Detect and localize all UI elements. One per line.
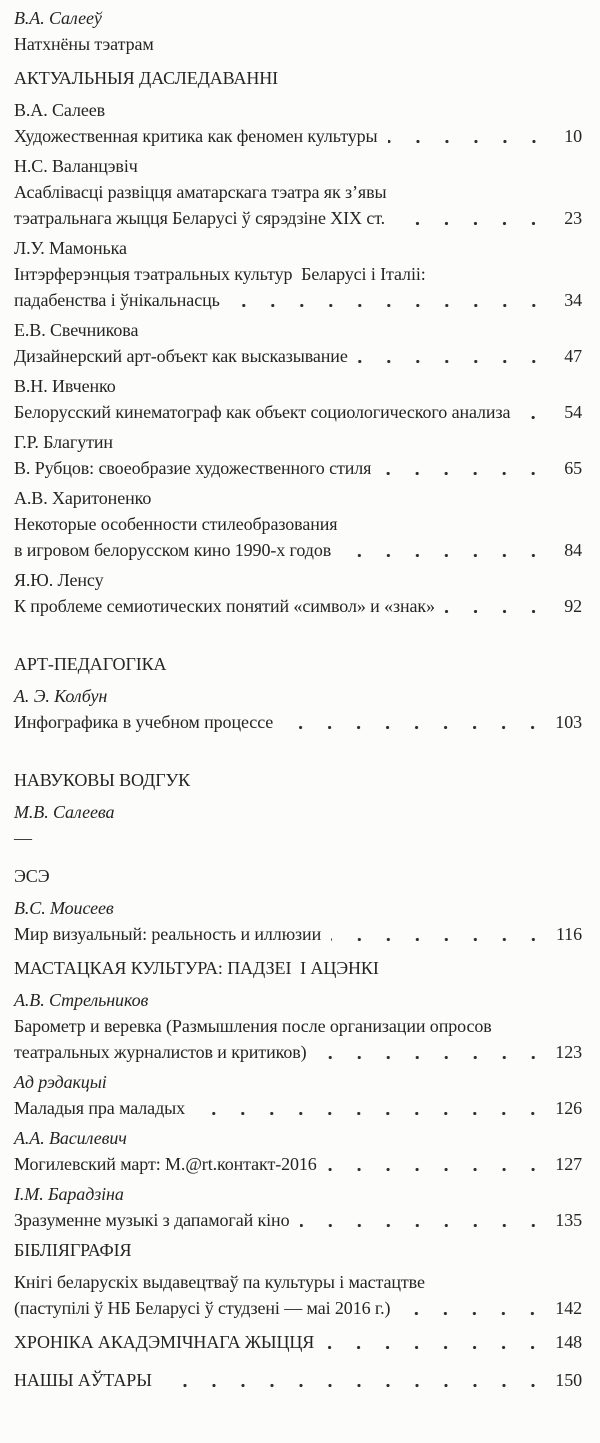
author-name: В.А. Салееў	[14, 8, 102, 28]
title-line: Дизайнерский арт-объект как высказывание	[14, 346, 348, 366]
page-number: 127	[555, 1154, 582, 1174]
title-row	[14, 123, 582, 149]
author-name: Н.С. Валанцэвіч	[14, 156, 138, 176]
dot-leader	[381, 471, 548, 476]
section-heading-text: АКТУАЛЬНЫЯ ДАСЛЕДАВАННІ	[14, 68, 279, 88]
dot-leader	[300, 1223, 548, 1228]
title-line: Зразуменне музыкі з дапамогай кіно	[14, 1210, 290, 1230]
page-number: 126	[555, 1098, 582, 1118]
toc-entry	[14, 683, 582, 735]
section-heading	[14, 1329, 582, 1355]
author-name: В.А. Салеев	[14, 100, 106, 120]
page-number: 150	[555, 1370, 582, 1390]
author-name: Ад рэдакцыі	[14, 1072, 107, 1092]
page-number: 34	[564, 290, 582, 310]
toc-entry	[14, 429, 582, 481]
author-name: Г.Р. Благутин	[14, 432, 113, 452]
title-line: В. Рубцов: своеобразие художественного стиля	[14, 458, 372, 478]
title-row	[14, 1207, 582, 1233]
section-heading	[14, 1237, 582, 1263]
section-heading-text: НАВУКОВЫ ВОДГУК	[14, 770, 191, 790]
title-line: Некоторые особенности стилеобразования	[14, 514, 338, 534]
dot-leader	[331, 937, 548, 942]
toc-entry	[14, 317, 582, 369]
section-heading-text: ХРОНІКА АКАДЭМІЧНАГА ЖЫЦЦЯ	[14, 1332, 315, 1352]
title-line: (паступілі ў НБ Беларусі ў студзені — маі 2016 г.)	[14, 1298, 391, 1318]
toc-entry	[14, 1125, 582, 1177]
dot-leader	[317, 1055, 548, 1060]
dot-leader	[445, 609, 548, 614]
author-name: А.В. Стрельников	[14, 990, 149, 1010]
toc-entry	[14, 153, 582, 231]
title-row	[14, 205, 582, 231]
toc-entry	[14, 235, 582, 313]
title-row	[14, 1295, 582, 1321]
author-name: А.А. Василевич	[14, 1128, 127, 1148]
title-line: Инфографика в учебном процессе	[14, 712, 274, 732]
page-number: 54	[564, 402, 582, 422]
page-number: 92	[564, 596, 582, 616]
page-number: 135	[555, 1210, 582, 1230]
title-row	[14, 455, 582, 481]
author-name: І.М. Барадзіна	[14, 1184, 124, 1204]
toc-entry	[14, 567, 582, 619]
toc-entry	[14, 373, 582, 425]
page-number: 47	[564, 346, 582, 366]
author-name: М.В. Салеева	[14, 802, 115, 822]
toc-entry	[14, 895, 582, 947]
title-line: Барометр и веревка (Размышления после организации опросов	[14, 1016, 492, 1036]
title-line: Белорусский кинематограф как объект социологического анализа	[14, 402, 511, 422]
section-heading-text: ЭСЭ	[14, 866, 50, 886]
page-number: 148	[555, 1332, 582, 1352]
dot-leader	[283, 725, 547, 730]
section-heading	[14, 651, 582, 677]
section-heading	[14, 955, 582, 981]
title-line: К проблеме семиотических понятий «символ» и «знак»	[14, 596, 435, 616]
section-heading	[14, 767, 582, 793]
dot-leader	[327, 1167, 548, 1172]
dot-leader	[388, 139, 548, 144]
dot-leader	[395, 221, 548, 226]
title-row	[14, 1039, 582, 1065]
section-heading-text: МАСТАЦКАЯ КУЛЬТУРА: ПАДЗЕІ І АЦЭНКІ	[14, 958, 379, 978]
author-name: В.С. Моисеев	[14, 898, 114, 918]
toc-entry	[14, 485, 582, 563]
toc-entry	[14, 1069, 582, 1121]
title-line: тэатральнага жыцця Беларусі ў сярэдзіне XIX ст.	[14, 208, 386, 228]
title-line: падабенства і ўнікальнасць	[14, 290, 220, 310]
title-row	[14, 287, 582, 313]
title-line: театральных журналистов и критиков)	[14, 1042, 307, 1062]
author-name: А.В. Харитоненко	[14, 488, 152, 508]
title-row	[14, 1151, 582, 1177]
dot-leader	[230, 303, 548, 308]
toc-entry	[14, 97, 582, 149]
section-heading-text: БІБЛІЯГРАФІЯ	[14, 1240, 132, 1260]
page-number: 103	[555, 712, 582, 732]
author-name: Е.В. Свечникова	[14, 320, 139, 340]
title-row	[14, 921, 582, 947]
page-number: 84	[564, 540, 582, 560]
dot-leader	[324, 1345, 547, 1350]
title-line: Мир визуальный: реальность и иллюзии	[14, 924, 322, 944]
page-number: 116	[555, 924, 582, 944]
toc-entry	[14, 5, 582, 57]
author-name: Я.Ю. Ленсу	[14, 570, 104, 590]
dot-leader	[341, 553, 548, 558]
title-row	[14, 709, 582, 735]
title-row	[14, 537, 582, 563]
title-line: Могилевский март: М.@rt.контакт-2016	[14, 1154, 317, 1174]
section-heading	[14, 1367, 582, 1393]
page-number: 10	[564, 126, 582, 146]
author-name: Л.У. Мамонька	[14, 238, 127, 258]
toc-entry	[14, 799, 582, 851]
title-row	[14, 593, 582, 619]
title-line: в игровом белорусском кино 1990-х годов	[14, 540, 332, 560]
page-number: 65	[564, 458, 582, 478]
title-line: Кнігі беларускіх выдавецтваў па культуры і мастацтве	[14, 1272, 425, 1292]
title-row	[14, 1095, 582, 1121]
title-line: Інтэрферэнцыя тэатральных культур Беларусі і Італіі:	[14, 264, 426, 284]
section-heading	[14, 65, 582, 91]
dot-leader	[358, 359, 548, 364]
dot-leader	[162, 1383, 547, 1388]
truncated-line-mark: —	[14, 828, 32, 848]
dot-leader	[520, 415, 548, 420]
author-name: А. Э. Колбун	[14, 686, 108, 706]
title-line: Асаблівасці развіцця аматарскага тэатра як з’явы	[14, 182, 387, 202]
section-heading-text: НАШЫ АЎТАРЫ	[14, 1370, 152, 1390]
toc-entry	[14, 1181, 582, 1233]
dot-leader	[400, 1311, 547, 1316]
section-heading	[14, 863, 582, 889]
section-heading-text: АРТ-ПЕДАГОГІКА	[14, 654, 167, 674]
toc-entry	[14, 987, 582, 1065]
toc-entry	[14, 1269, 582, 1321]
author-name: В.Н. Ивченко	[14, 376, 116, 396]
page-number: 142	[555, 1298, 582, 1318]
page-number: 123	[555, 1042, 582, 1062]
dot-leader	[195, 1111, 547, 1116]
title-line: Художественная критика как феномен культуры	[14, 126, 378, 146]
title-row	[14, 399, 582, 425]
title-line: Маладыя пра маладых	[14, 1098, 186, 1118]
title-row	[14, 343, 582, 369]
page-number: 23	[564, 208, 582, 228]
title-line: Натхнёны тэатрам	[14, 34, 154, 54]
